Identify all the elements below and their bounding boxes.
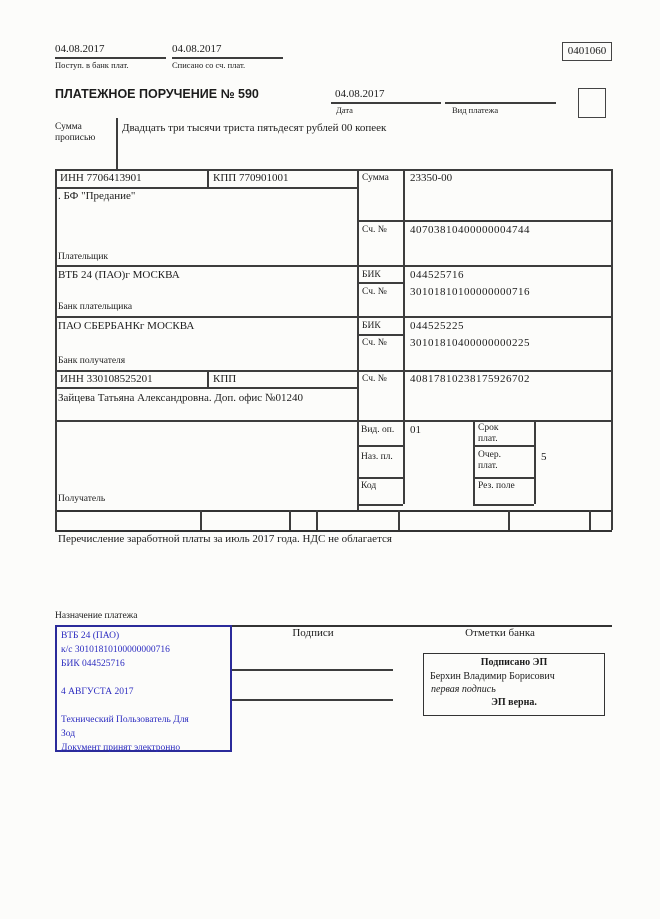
payer-bank-account-label: Сч. № bbox=[362, 287, 387, 297]
sum-label: Сумма bbox=[362, 173, 389, 183]
table-line bbox=[473, 504, 534, 506]
payer-kpp: КПП 770901001 bbox=[213, 172, 289, 184]
marks-row-divider bbox=[200, 510, 202, 530]
value-column-divider bbox=[403, 169, 405, 504]
bank-marks-label: Отметки банка bbox=[465, 627, 535, 639]
marks-row-divider bbox=[289, 510, 291, 530]
stamp-line: Документ принят электронно bbox=[61, 743, 181, 753]
payee-label: Получатель bbox=[58, 494, 106, 504]
table-line bbox=[55, 387, 357, 389]
payee-bank-label: Банк получателя bbox=[58, 356, 126, 366]
table-line bbox=[55, 370, 612, 372]
order-label: Очер. плат. bbox=[478, 450, 501, 471]
payee-bank-bik-label: БИК bbox=[362, 321, 381, 331]
payee-bank-account: 30101810400000000225 bbox=[410, 337, 530, 349]
payment-type-checkbox bbox=[578, 88, 606, 118]
payment-type-underline bbox=[445, 102, 556, 104]
esignature-signer-role: первая подпись bbox=[431, 684, 496, 695]
payer-bank-name: ВТБ 24 (ПАО)г МОСКВА bbox=[58, 269, 180, 281]
stamp-line: Зод bbox=[61, 729, 76, 739]
purpose-kind-label: Наз. пл. bbox=[361, 452, 393, 462]
payer-name: . БФ "Предание" bbox=[58, 190, 136, 202]
stamp-line bbox=[61, 699, 226, 713]
code-label: Код bbox=[361, 481, 377, 491]
payer-account: 40703810400000004744 bbox=[410, 224, 530, 236]
payer-label: Плательщик bbox=[58, 252, 109, 262]
table-line bbox=[55, 420, 612, 422]
stamp-line: ВТБ 24 (ПАО) bbox=[61, 631, 120, 641]
date-debited: 04.08.2017 bbox=[172, 43, 222, 55]
table-right-border bbox=[611, 169, 613, 530]
payment-type-label: Вид платежа bbox=[452, 105, 499, 115]
esignature-verified: ЭП верна. bbox=[491, 697, 537, 708]
table-line bbox=[357, 220, 612, 222]
signature-line bbox=[232, 669, 393, 671]
payment-purpose-label: Назначение платежа bbox=[55, 611, 138, 621]
marks-row-divider bbox=[508, 510, 510, 530]
table-line bbox=[357, 334, 403, 336]
payer-account-label: Сч. № bbox=[362, 225, 387, 235]
stamp-line: Технический Пользователь Для bbox=[61, 715, 189, 725]
label-column-divider bbox=[357, 169, 359, 510]
date-received-bank: 04.08.2017 bbox=[55, 43, 105, 55]
payee-account: 40817810238175926702 bbox=[410, 373, 530, 385]
payer-inn: ИНН 7706413901 bbox=[60, 172, 142, 184]
date-underline bbox=[331, 102, 441, 104]
table-line bbox=[55, 187, 357, 189]
payee-kpp-label: КПП bbox=[213, 373, 237, 385]
payer-bank-label: Банк плательщика bbox=[58, 302, 133, 312]
marks-row-divider bbox=[398, 510, 400, 530]
payee-bank-account-label: Сч. № bbox=[362, 338, 387, 348]
date-debited-label: Списано со сч. плат. bbox=[172, 60, 246, 70]
table-line bbox=[473, 477, 534, 479]
marks-row-divider bbox=[316, 510, 318, 530]
sum-value: 23350-00 bbox=[410, 172, 453, 184]
payee-account-label: Сч. № bbox=[362, 374, 387, 384]
stamp-line: 4 АВГУСТА 2017 bbox=[61, 687, 134, 697]
marks-row-divider bbox=[589, 510, 591, 530]
payer-bank-bik-label: БИК bbox=[362, 270, 381, 280]
payee-bank-bik: 044525225 bbox=[410, 320, 464, 332]
document-title: ПЛАТЕЖНОЕ ПОРУЧЕНИЕ № 590 bbox=[55, 87, 259, 101]
op-type-value: 01 bbox=[410, 424, 421, 436]
payer-bank-bik: 044525716 bbox=[410, 269, 464, 281]
term-box-right-line bbox=[534, 420, 536, 504]
kpp-divider bbox=[207, 370, 209, 387]
payee-bank-name: ПАО СБЕРБАНКг МОСКВА bbox=[58, 320, 195, 332]
stamp-line bbox=[61, 671, 226, 685]
date-received-underline bbox=[55, 57, 166, 59]
table-line bbox=[55, 316, 612, 318]
term-label: Срок плат. bbox=[478, 423, 499, 444]
table-line bbox=[357, 282, 403, 284]
esignature-signed-title: Подписано ЭП bbox=[480, 657, 548, 668]
bank-stamp-blue bbox=[55, 625, 232, 752]
amount-words-divider bbox=[116, 118, 118, 169]
date-label: Дата bbox=[336, 105, 353, 115]
table-line bbox=[55, 265, 612, 267]
table-bottom-line bbox=[55, 510, 612, 512]
table-line bbox=[473, 445, 534, 447]
table-line bbox=[357, 445, 403, 447]
kpp-divider bbox=[207, 169, 209, 187]
table-line bbox=[357, 504, 403, 506]
amount-words-value: Двадцать три тысячи триста пятьдесят рублей 00 копеек bbox=[122, 122, 387, 134]
payee-name: Зайцева Татьяна Александровна. Доп. офис №01240 bbox=[58, 392, 303, 404]
amount-words-label: Сумма прописью bbox=[55, 122, 96, 143]
document-date: 04.08.2017 bbox=[335, 88, 385, 100]
term-box-left-line bbox=[473, 420, 475, 504]
op-type-label: Вид. оп. bbox=[361, 425, 395, 435]
date-debited-underline bbox=[172, 57, 283, 59]
table-line bbox=[357, 477, 403, 479]
signature-line bbox=[232, 699, 393, 701]
stamp-line: к/с 30101810100000000716 bbox=[61, 645, 170, 655]
date-received-label: Поступ. в банк плат. bbox=[55, 60, 129, 70]
payee-inn: ИНН 330108525201 bbox=[60, 373, 153, 385]
table-line bbox=[55, 169, 612, 171]
reserve-field-label: Рез. поле bbox=[478, 481, 515, 491]
signatures-label: Подписи bbox=[292, 627, 334, 639]
order-value: 5 bbox=[541, 451, 547, 463]
esignature-signer-name: Берхин Владимир Борисович bbox=[430, 671, 555, 682]
payment-purpose-text: Перечисление заработной платы за июль 2017 года. НДС не облагается bbox=[58, 533, 392, 545]
form-code-box: 0401060 bbox=[562, 42, 612, 61]
stamp-line: БИК 044525716 bbox=[61, 659, 125, 669]
marks-row-bottom-line bbox=[55, 530, 612, 532]
payer-bank-account: 30101810100000000716 bbox=[410, 286, 530, 298]
table-left-border bbox=[55, 169, 57, 530]
